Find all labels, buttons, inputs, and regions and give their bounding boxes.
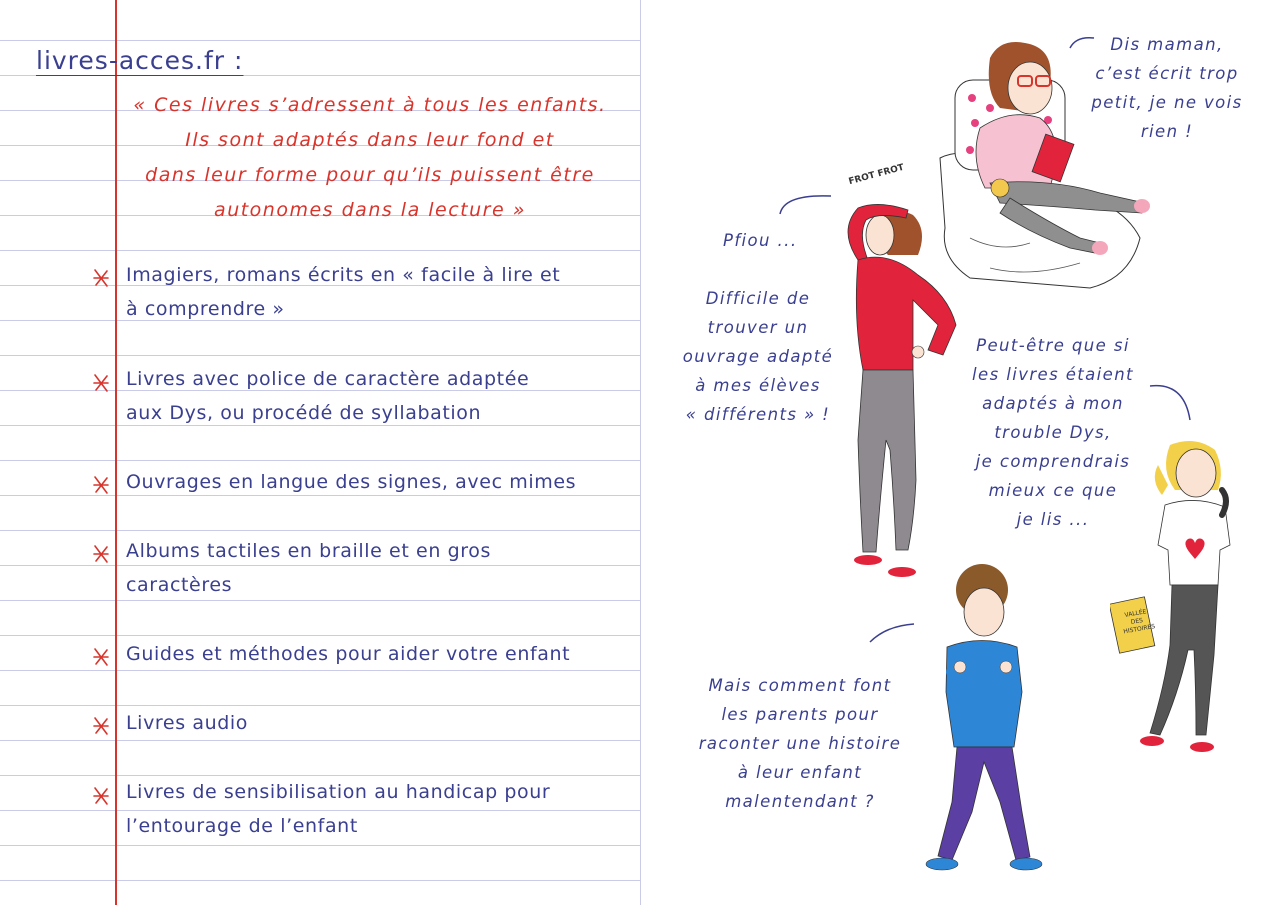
star-bullet-icon (91, 266, 111, 290)
girl-thinking-illustration (1110, 435, 1240, 760)
speech-line: trouble Dys, (994, 423, 1112, 442)
list-item-line: Livres de sensibilisation au handicap pour (126, 781, 551, 803)
speech-line: Peut-être que si (976, 336, 1130, 355)
speech-line: je lis ... (1016, 510, 1090, 529)
teacher-scratching-head-illustration (818, 180, 963, 580)
list-item-line: Livres avec police de caractère adaptée (126, 368, 530, 390)
list-item (126, 362, 626, 430)
speech-line: adaptés à mon (982, 394, 1124, 413)
speech-line: Pfiou ... (723, 231, 798, 250)
list-item-line: Guides et méthodes pour aider votre enfant (126, 643, 571, 665)
boy-signing-illustration (912, 562, 1052, 877)
girl-reading-in-bed-illustration (930, 38, 1155, 298)
intro-quote (110, 88, 630, 228)
list-item-line: à comprendre » (126, 298, 285, 320)
speech-line: à mes élèves (695, 376, 821, 395)
star-bullet-icon (91, 784, 111, 808)
list-item-line: aux Dys, ou procédé de syllabation (126, 402, 482, 424)
star-bullet-icon (91, 371, 111, 395)
speech-line: Dis maman, (1110, 35, 1224, 54)
list-item-line: caractères (126, 574, 233, 596)
speech-line: à leur enfant (737, 763, 863, 782)
speech-line: petit, je ne vois (1091, 93, 1243, 112)
speech-line: malentendant ? (725, 792, 875, 811)
yellow-book-title: VALLÉE DES HISTOIRES (1122, 608, 1156, 636)
speech-line: les livres étaient (972, 365, 1134, 384)
star-bullet-icon (91, 542, 111, 566)
list-item (126, 775, 626, 843)
speech-line: je comprendrais (975, 452, 1131, 471)
speech-line: ouvrage adapté (682, 347, 834, 366)
quote-line: Ils sont adaptés dans leur fond et (185, 129, 555, 151)
speech-tail-icon (866, 620, 918, 646)
speech-line: c’est écrit trop (1095, 64, 1239, 83)
speech-line: Mais comment font (708, 676, 892, 695)
list-item-line: Ouvrages en langue des signes, avec mimes (126, 471, 577, 493)
list-item-line: Livres audio (126, 712, 248, 734)
list-item (126, 465, 626, 499)
speech-line: raconter une histoire (698, 734, 902, 753)
list-item-line: Albums tactiles en braille et en gros (126, 540, 491, 562)
quote-line: dans leur forme pour qu’ils puissent être (145, 164, 595, 186)
speech-line: rien ! (1140, 122, 1194, 141)
speech-line: les parents pour (721, 705, 879, 724)
list-item (126, 534, 626, 602)
quote-line: autonomes dans la lecture » (214, 199, 526, 221)
speech-tail-icon (1148, 380, 1196, 424)
speech-line: trouver un (707, 318, 809, 337)
list-item (126, 706, 626, 740)
star-bullet-icon (91, 473, 111, 497)
list-item (126, 258, 626, 326)
site-title[interactable]: livres-acces.fr : (36, 46, 244, 75)
speech-line: « différents » ! (685, 405, 831, 424)
list-item-line: Imagiers, romans écrits en « facile à lire et (126, 264, 561, 286)
star-bullet-icon (91, 645, 111, 669)
list-item-line: l’entourage de l’enfant (126, 815, 358, 837)
quote-line: « Ces livres s’adressent à tous les enfants. (133, 94, 607, 116)
star-bullet-icon (91, 714, 111, 738)
speech-boy (690, 671, 910, 816)
speech-line: mieux ce que (988, 481, 1118, 500)
scratch-sound-label: FROT FROT (847, 162, 906, 188)
speech-line: Difficile de (705, 289, 811, 308)
list-item (126, 637, 626, 671)
